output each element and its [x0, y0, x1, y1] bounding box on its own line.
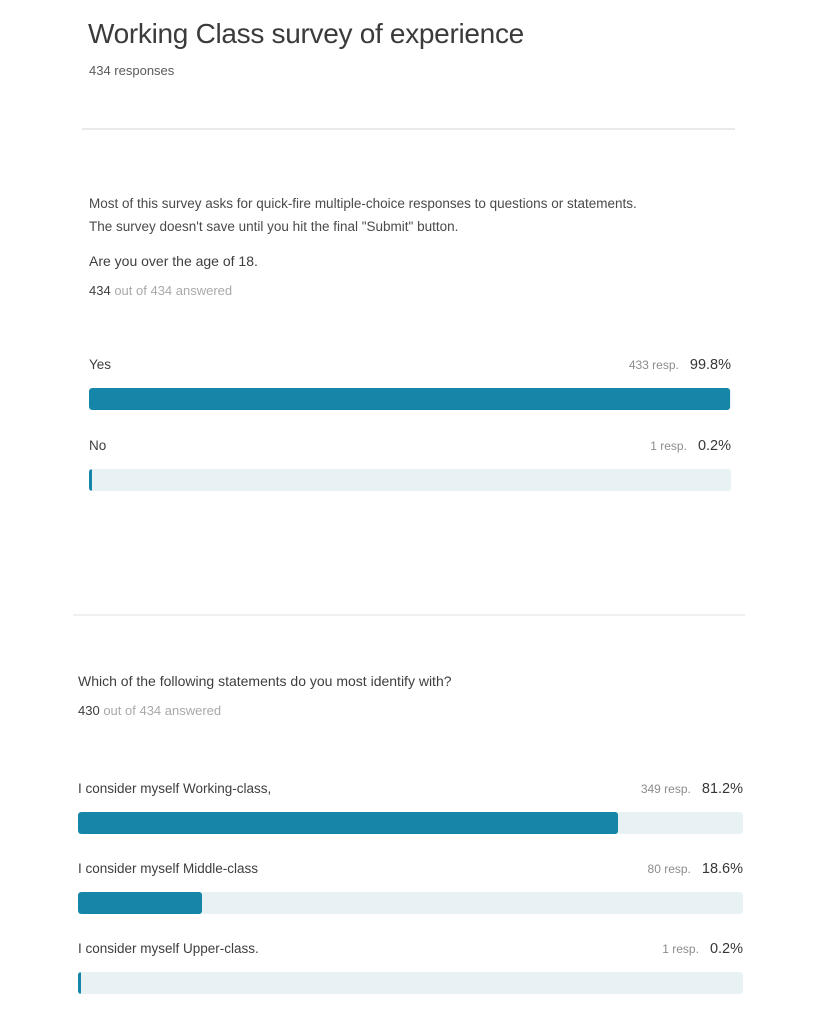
- bar-track: [89, 388, 731, 410]
- responses-count: 434 responses: [89, 63, 175, 78]
- answered-suffix: out of 434 answered: [114, 283, 233, 298]
- response-count: 433 resp.: [628, 358, 679, 372]
- bar-track: [78, 892, 743, 914]
- bar-row-middle-class: [78, 861, 743, 914]
- bar-fill: [89, 469, 92, 491]
- answer-label: Yes: [89, 357, 112, 372]
- answer-label: I consider myself Working-class,: [78, 781, 272, 796]
- response-count: 349 resp.: [640, 782, 691, 796]
- question-2-answered: [78, 702, 452, 719]
- section-divider: [73, 614, 745, 616]
- response-percent: 0.2%: [697, 438, 731, 454]
- question-1-block: [89, 252, 258, 299]
- bar-row-yes: [89, 357, 731, 410]
- answer-label: I consider myself Upper-class.: [78, 941, 259, 956]
- question-2-block: [78, 672, 452, 719]
- section-divider: [82, 128, 735, 130]
- answered-suffix: out of 434 answered: [103, 703, 222, 718]
- description-line-1: Most of this survey asks for quick-fire multiple-choice responses to questions or statements.: [89, 196, 637, 211]
- page-title: Working Class survey of experience: [88, 18, 524, 49]
- response-percent: 81.2%: [701, 781, 743, 797]
- bar-track: [78, 972, 743, 994]
- bar-fill: [89, 388, 730, 410]
- question-1-answered: [89, 282, 258, 299]
- bar-fill: [78, 812, 618, 834]
- bar-row-working-class: [78, 781, 743, 834]
- response-count: 1 resp.: [650, 439, 687, 453]
- response-percent: 99.8%: [689, 357, 731, 373]
- answered-count: 430: [78, 703, 100, 718]
- bar-track: [78, 812, 743, 834]
- chart-question-1: [89, 357, 731, 491]
- bar-row-upper-class: [78, 941, 743, 994]
- response-percent: 18.6%: [701, 861, 743, 877]
- question-2-text: Which of the following statements do you most identify with?: [78, 673, 452, 689]
- response-count: 1 resp.: [662, 942, 699, 956]
- bar-fill: [78, 972, 81, 994]
- question-1-text: Are you over the age of 18.: [89, 253, 258, 269]
- survey-description: [89, 192, 637, 238]
- chart-question-2: [78, 781, 743, 994]
- description-line-2: The survey doesn't save until you hit the final "Submit" button.: [89, 219, 459, 234]
- answer-label: No: [89, 438, 107, 453]
- answered-count: 434: [89, 283, 111, 298]
- response-count: 80 resp.: [647, 862, 691, 876]
- bar-track: [89, 469, 731, 491]
- answer-label: I consider myself Middle-class: [78, 861, 259, 876]
- response-percent: 0.2%: [709, 941, 743, 957]
- bar-row-no: [89, 438, 731, 491]
- bar-fill: [78, 892, 202, 914]
